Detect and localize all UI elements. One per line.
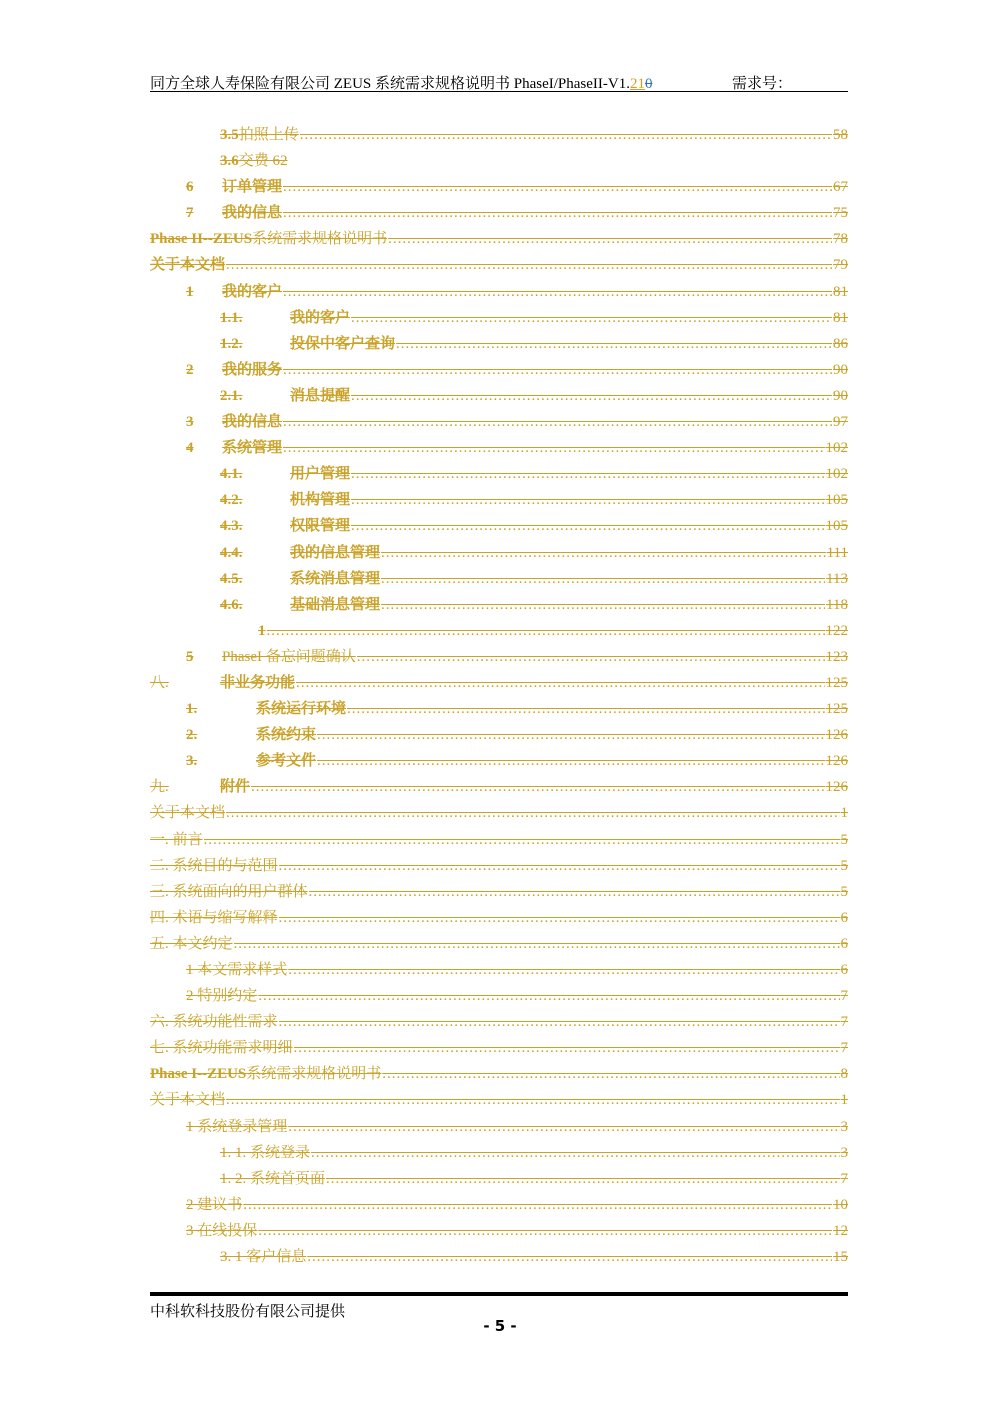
toc-entry[interactable]: [150, 542, 848, 568]
toc-entry-page: 6: [840, 935, 848, 952]
toc-entry-page: 10: [833, 1196, 848, 1213]
toc-entry-label: 交费 62: [238, 153, 288, 170]
toc-entry-page: 126: [825, 779, 848, 796]
toc-entry-label: 订单管理: [222, 179, 283, 196]
toc-leader-dots: [283, 411, 832, 433]
toc-entry[interactable]: [150, 568, 848, 594]
toc-entry-page: 122: [825, 622, 848, 639]
toc-entry-label: 我的客户: [290, 309, 351, 326]
toc-leader-dots: [309, 881, 840, 903]
toc-entry[interactable]: [150, 985, 848, 1011]
toc-entry-page: 125: [825, 701, 848, 718]
toc-entry-label: 六. 系统功能性需求: [150, 1014, 278, 1031]
toc-entry[interactable]: [150, 855, 848, 881]
page-header: [150, 72, 848, 92]
header-divider: [150, 91, 848, 92]
toc-entry-number: 1.1.: [220, 309, 243, 326]
toc-entry-label: 参考文件: [256, 753, 317, 770]
toc-entry-label: 系统运行环境: [256, 701, 347, 718]
toc-entry[interactable]: [150, 254, 848, 280]
toc-entry-page: 7: [840, 988, 848, 1005]
toc-entry-number: 3.: [186, 753, 198, 770]
toc-entry-label: 五. 本文约定: [150, 935, 233, 952]
toc-entry-number: 2: [186, 361, 194, 378]
toc-entry-page: 3: [840, 1118, 848, 1135]
toc-entry[interactable]: [150, 802, 848, 828]
toc-entry[interactable]: [150, 776, 848, 802]
toc-entry-label: 三. 系统面向的用户群体: [150, 883, 308, 900]
toc-entry[interactable]: [150, 1246, 848, 1272]
toc-entry-page: 15: [833, 1249, 848, 1266]
toc-entry-page: 111: [826, 544, 848, 561]
toc-entry-number: 1.: [186, 701, 198, 718]
toc-entry-label: 系统消息管理: [290, 570, 381, 587]
toc-entry[interactable]: [150, 489, 848, 515]
toc-entry[interactable]: [150, 750, 848, 776]
toc-entry-page: 123: [825, 648, 848, 665]
toc-entry-page: 97: [833, 414, 848, 431]
toc-entry-page: 1: [840, 1092, 848, 1109]
toc-entry-number: 6: [186, 179, 194, 196]
toc-entry[interactable]: [150, 202, 848, 228]
toc-entry-number: 4.6.: [220, 596, 243, 613]
toc-entry[interactable]: [150, 176, 848, 202]
toc-entry-number: 1: [186, 283, 194, 300]
toc-entry-page: 75: [833, 205, 848, 222]
toc-entry-page: 126: [825, 727, 848, 744]
toc-entry-page: 105: [825, 492, 848, 509]
toc-entry-number: 7: [186, 205, 194, 222]
toc-entry-label: 非业务功能: [220, 674, 296, 691]
toc-leader-dots: [226, 1089, 839, 1111]
toc-leader-dots: [351, 307, 832, 329]
toc-entry-page: 5: [840, 831, 848, 848]
toc-entry-label: PhaseI 备忘问题确认: [222, 648, 356, 665]
toc-entry[interactable]: [150, 411, 848, 437]
toc-entry-page: 86: [833, 335, 848, 352]
toc-entry-label: 我的服务: [222, 361, 283, 378]
toc-entry-page: 81: [833, 283, 848, 300]
toc-entry[interactable]: [150, 385, 848, 411]
toc-entry-page: 67: [833, 179, 848, 196]
toc-entry[interactable]: [150, 359, 848, 385]
header-version-sub-inserted: 1: [637, 76, 645, 92]
toc-leader-dots: [204, 829, 840, 851]
toc-entry[interactable]: [150, 1063, 848, 1089]
toc-leader-dots: [258, 985, 839, 1007]
toc-entry[interactable]: [150, 698, 848, 724]
toc-leader-dots: [283, 202, 832, 224]
toc-entry[interactable]: [150, 881, 848, 907]
toc-entry-page: 12: [833, 1222, 848, 1239]
toc-entry-label: 机构管理: [290, 492, 351, 509]
toc-leader-dots: [283, 176, 832, 198]
toc-leader-dots: [311, 1142, 839, 1164]
toc-entry-label: 四. 术语与缩写解释: [150, 909, 278, 926]
toc-entry-page: 105: [825, 518, 848, 535]
toc-entry[interactable]: [150, 907, 848, 933]
toc-leader-dots: [351, 489, 824, 511]
toc-entry[interactable]: [150, 829, 848, 855]
toc-entry-number: 2.1.: [220, 387, 243, 404]
toc-entry-number: 4.1.: [220, 466, 243, 483]
toc-entry[interactable]: [150, 150, 848, 176]
toc-leader-dots: [326, 1168, 839, 1190]
toc-entry-label: 3. 1 客户信息: [220, 1249, 307, 1266]
toc-entry-number: 1: [258, 622, 266, 639]
header-title: 同方全球人寿保险有限公司 ZEUS 系统需求规格说明书 PhaseI/PhaseII-V1.: [150, 76, 630, 92]
toc-entry-page: 78: [833, 231, 848, 248]
toc-entry-number: 4.2.: [220, 492, 243, 509]
toc-leader-dots: [396, 333, 832, 355]
toc-entry-label: 拍照上传: [238, 127, 299, 143]
toc-entry-page: 3: [840, 1144, 848, 1161]
toc-entry-page: 90: [833, 387, 848, 404]
toc-entry-label: 二. 系统目的与范围: [150, 857, 278, 874]
toc-leader-dots: [267, 620, 825, 642]
toc-leader-dots: [296, 672, 824, 694]
header-version-inserted: 2: [629, 76, 638, 92]
toc-entry-page: 5: [840, 883, 848, 900]
toc-leader-dots: [226, 254, 832, 276]
toc-entry-label: 系统约束: [256, 727, 317, 744]
toc-entry[interactable]: [150, 1089, 848, 1115]
toc-entry-number: 八.: [150, 674, 169, 691]
toc-leader-dots: [258, 1220, 832, 1242]
toc-entry-page: 7: [840, 1014, 848, 1031]
footer-divider: [150, 1292, 848, 1296]
toc-entry[interactable]: [150, 1168, 848, 1194]
toc-entry-number: 2.: [186, 727, 198, 744]
toc-entry[interactable]: [150, 1194, 848, 1220]
toc-leader-dots: [279, 1011, 840, 1033]
toc-entry-label: 2 建议书: [186, 1196, 243, 1213]
toc-entry-page: 5: [840, 857, 848, 874]
toc-entry-page: 7: [840, 1170, 848, 1187]
table-of-contents: [150, 124, 848, 1272]
toc-entry[interactable]: [150, 281, 848, 307]
toc-entry-label: 关于本文档: [150, 1092, 226, 1109]
toc-entry-label: 关于本文档: [150, 257, 226, 274]
toc-entry-label: 用户管理: [290, 466, 351, 483]
toc-entry-label: 七. 系统功能需求明细: [150, 1040, 293, 1057]
toc-leader-dots: [243, 1194, 832, 1216]
toc-leader-dots: [294, 1037, 840, 1059]
toc-leader-dots: [381, 542, 826, 564]
toc-entry-label: 我的信息: [222, 414, 283, 431]
toc-leader-dots: [351, 515, 824, 537]
toc-leader-dots: [307, 1246, 832, 1268]
toc-leader-dots: [283, 437, 824, 459]
toc-entry-label: 一. 前言: [150, 831, 203, 848]
toc-entry-label: 我的客户: [222, 283, 283, 300]
toc-leader-dots: [317, 750, 824, 772]
toc-entry-label: 1 系统登录管理: [186, 1118, 288, 1135]
toc-entry-number: 3: [186, 414, 194, 431]
toc-entry-page: 102: [825, 440, 848, 457]
toc-entry-number: 3.6: [220, 153, 239, 170]
toc-leader-dots: [288, 1116, 839, 1138]
toc-entry[interactable]: [150, 959, 848, 985]
toc-leader-dots: [279, 907, 840, 929]
toc-entry-label: 3 在线投保: [186, 1222, 258, 1239]
toc-entry-number: 5: [186, 648, 194, 665]
toc-entry-page: 8: [840, 1066, 848, 1083]
toc-leader-dots: [381, 594, 825, 616]
toc-entry[interactable]: [150, 333, 848, 359]
toc-entry-label: 系统需求规格说明书: [246, 1066, 382, 1083]
toc-leader-dots: [388, 228, 832, 250]
toc-leader-dots: [283, 281, 832, 303]
toc-entry-number: 九.: [150, 779, 169, 796]
toc-entry-page: 6: [840, 962, 848, 978]
toc-entry-page: 6: [840, 909, 848, 926]
toc-leader-dots: [357, 646, 825, 668]
toc-entry-label: 我的信息: [222, 205, 283, 222]
toc-leader-dots: [381, 568, 825, 590]
toc-entry-label: 消息提醒: [290, 387, 351, 404]
toc-entry-page: 90: [833, 361, 848, 378]
toc-entry-number: 3.5: [220, 127, 239, 143]
header-version-deleted: 0: [644, 76, 653, 92]
toc-entry-number: 1.2.: [220, 335, 243, 352]
toc-entry[interactable]: [150, 124, 848, 150]
toc-leader-dots: [251, 776, 824, 798]
toc-leader-dots: [226, 802, 839, 824]
toc-entry-page: 102: [825, 466, 848, 483]
toc-entry-label: 投保中客户查询: [290, 335, 396, 352]
toc-entry-label: 基础消息管理: [290, 596, 381, 613]
toc-entry-number: 4.4.: [220, 544, 243, 561]
toc-entry-label: 1. 1. 系统登录: [220, 1144, 311, 1161]
toc-entry-page: 126: [825, 753, 848, 770]
toc-entry-label: 1. 2. 系统首页面: [220, 1170, 326, 1187]
toc-entry[interactable]: [150, 515, 848, 541]
toc-leader-dots: [279, 855, 840, 877]
toc-entry-label: 权限管理: [290, 518, 351, 535]
toc-entry-page: 79: [833, 257, 848, 274]
toc-leader-dots: [382, 1063, 839, 1085]
toc-entry-page: 113: [826, 570, 848, 587]
toc-leader-dots: [234, 933, 840, 955]
toc-leader-dots: [351, 463, 824, 485]
page-number: - 5 -: [483, 1317, 517, 1335]
toc-entry[interactable]: [150, 1220, 848, 1246]
toc-leader-dots: [288, 959, 839, 981]
toc-entry[interactable]: [150, 1116, 848, 1142]
toc-leader-dots: [283, 359, 832, 381]
toc-entry-number: 4: [186, 440, 194, 457]
toc-leader-dots: [300, 124, 832, 146]
toc-entry-page: 7: [840, 1040, 848, 1057]
toc-entry-page: 125: [825, 674, 848, 691]
toc-entry[interactable]: [150, 724, 848, 750]
toc-entry[interactable]: [150, 1037, 848, 1063]
toc-entry-label: 附件: [220, 779, 251, 796]
toc-entry[interactable]: [150, 646, 848, 672]
toc-entry[interactable]: [150, 437, 848, 463]
toc-leader-dots: [347, 698, 824, 720]
toc-entry-number: Phase I--ZEUS: [150, 1066, 247, 1083]
toc-entry-page: 81: [833, 309, 848, 326]
toc-entry-label: 系统需求规格说明书: [252, 231, 388, 248]
footer-company: 中科软科技股份有限公司提供: [150, 1304, 346, 1320]
header-requirement-label: 需求号：: [732, 76, 793, 92]
toc-entry-label: 我的信息管理: [290, 544, 381, 561]
toc-entry-page: 58: [833, 127, 848, 143]
toc-entry[interactable]: [150, 672, 848, 698]
toc-entry-number: Phase II--ZEUS: [150, 231, 253, 248]
toc-entry[interactable]: [150, 1011, 848, 1037]
toc-leader-dots: [351, 385, 832, 407]
toc-entry-label: 1 本文需求样式: [186, 962, 288, 978]
toc-entry-label: 系统管理: [222, 440, 283, 457]
toc-entry[interactable]: [150, 933, 848, 959]
toc-entry[interactable]: [150, 307, 848, 333]
toc-entry-number: 4.3.: [220, 518, 243, 535]
toc-entry[interactable]: [150, 594, 848, 620]
toc-entry[interactable]: [150, 228, 848, 254]
toc-entry[interactable]: [150, 463, 848, 489]
toc-entry[interactable]: [150, 1142, 848, 1168]
toc-leader-dots: [317, 724, 824, 746]
toc-entry-label: 关于本文档: [150, 805, 226, 822]
toc-entry-page: 118: [826, 596, 848, 613]
toc-entry-label: 2 特别约定: [186, 988, 258, 1005]
toc-entry-number: 4.5.: [220, 570, 243, 587]
toc-entry-page: 1: [840, 805, 848, 822]
toc-entry[interactable]: [150, 620, 848, 646]
